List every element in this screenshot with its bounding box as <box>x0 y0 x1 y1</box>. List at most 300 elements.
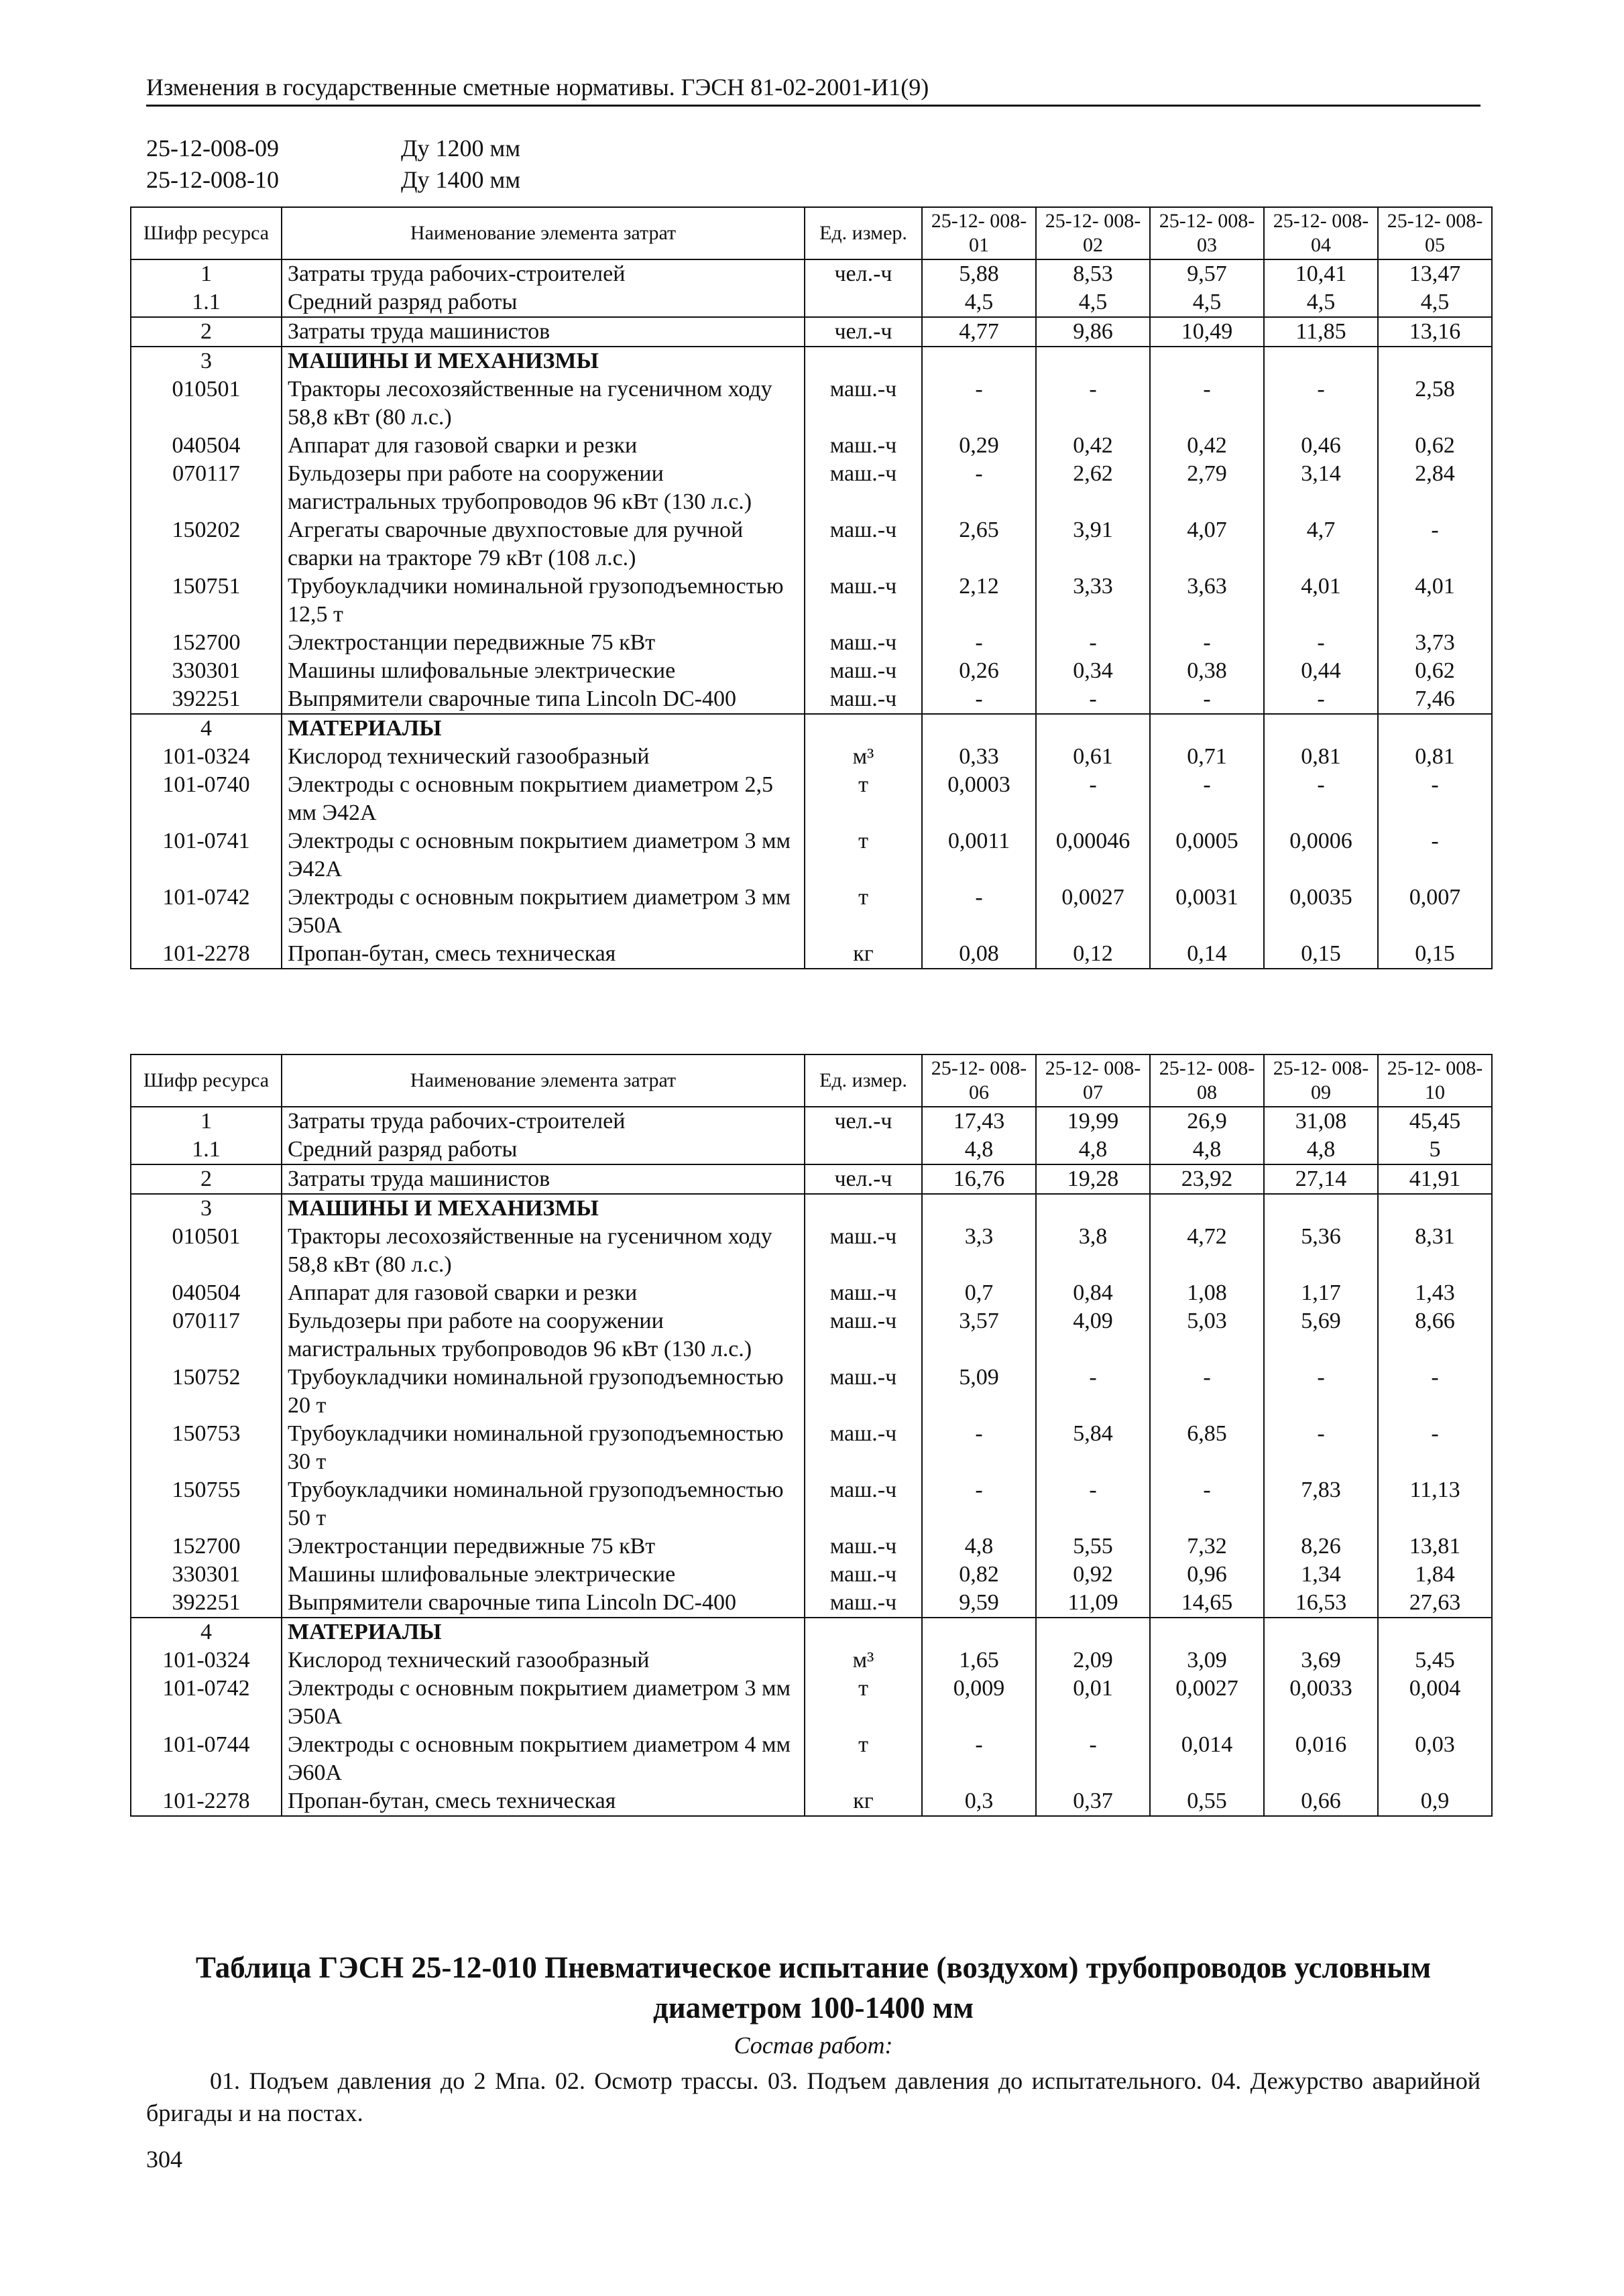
norm-value: 1,84 <box>1378 1561 1492 1589</box>
norm-value: 0,44 <box>1264 657 1378 685</box>
resource-unit: маш.-ч <box>805 629 922 657</box>
resource-code: 070117 <box>131 460 282 516</box>
resource-code: 040504 <box>131 1279 282 1307</box>
resource-name: Электростанции передвижные 75 кВт <box>282 629 805 657</box>
norm-value: - <box>1378 771 1492 827</box>
norm-value: - <box>1036 1476 1150 1532</box>
norm-value: 3,73 <box>1378 629 1492 657</box>
table-row <box>131 572 1492 629</box>
resource-unit: т <box>805 1675 922 1731</box>
norm-value: 4,8 <box>922 1136 1036 1164</box>
resource-code: 040504 <box>131 432 282 460</box>
resource-name: Электроды с основным покрытием диаметром 2,5 мм Э42А <box>282 771 805 827</box>
norm-value <box>1264 1618 1378 1646</box>
norm-value <box>1378 714 1492 743</box>
resource-name: Средний разряд работы <box>282 288 805 317</box>
resource-unit: маш.-ч <box>805 1223 922 1279</box>
norm-value: 4,5 <box>1036 288 1150 317</box>
resource-unit: чел.-ч <box>805 1107 922 1136</box>
section-title: Таблица ГЭСН 25-12-010 Пневматическое испытание (воздухом) трубопроводов условным диаметром 100-1400 мм <box>195 1951 1432 2025</box>
norm-value: 1,17 <box>1264 1279 1378 1307</box>
resource-name: Машины шлифовальные электрические <box>282 1561 805 1589</box>
resource-name: Электроды с основным покрытием диаметром 4 мм Э60А <box>282 1731 805 1787</box>
resource-unit: чел.-ч <box>805 1164 922 1194</box>
table-row <box>131 685 1492 714</box>
norm-value: - <box>1378 1420 1492 1476</box>
table-header-row <box>131 1054 1492 1107</box>
resource-unit: т <box>805 884 922 940</box>
norm-value: 4,5 <box>1378 288 1492 317</box>
resource-name: Затраты труда рабочих-строителей <box>282 259 805 288</box>
resource-unit: маш.-ч <box>805 657 922 685</box>
resource-table-2 <box>130 1054 1493 1817</box>
header-code: Шифр ресурса <box>131 207 282 259</box>
norm-value: - <box>1378 516 1492 572</box>
table-row <box>131 629 1492 657</box>
norm-value: 0,03 <box>1378 1731 1492 1787</box>
resource-name: Электроды с основным покрытием диаметром 3 мм Э50А <box>282 884 805 940</box>
norm-value: 0,34 <box>1036 657 1150 685</box>
norm-value: 0,3 <box>922 1787 1036 1816</box>
norm-value: 0,007 <box>1378 884 1492 940</box>
norm-value: 31,08 <box>1264 1107 1378 1136</box>
norm-value: 7,32 <box>1150 1532 1264 1561</box>
norm-value: - <box>1150 685 1264 714</box>
resource-code: 1 <box>131 1107 282 1136</box>
resource-unit: маш.-ч <box>805 516 922 572</box>
norm-value: 9,57 <box>1150 259 1264 288</box>
norm-value: 10,41 <box>1264 259 1378 288</box>
norm-value: 5,84 <box>1036 1420 1150 1476</box>
header-unit: Ед. измер. <box>805 207 922 259</box>
table-row <box>131 1675 1492 1731</box>
norm-value: 27,14 <box>1264 1164 1378 1194</box>
norm-value: 4,01 <box>1378 572 1492 629</box>
norm-value: 0,62 <box>1378 657 1492 685</box>
norm-value: 0,55 <box>1150 1787 1264 1816</box>
norm-value <box>922 1194 1036 1223</box>
resource-name: Трубоукладчики номинальной грузоподъемностью 12,5 т <box>282 572 805 629</box>
header-norm-code: 25-12- 008-01 <box>922 207 1036 259</box>
resource-unit: м³ <box>805 1646 922 1675</box>
resource-name: Бульдозеры при работе на сооружении магистральных трубопроводов 96 кВт (130 л.с.) <box>282 1307 805 1364</box>
table-row <box>131 288 1492 317</box>
table-row <box>131 771 1492 827</box>
resource-name: Электроды с основным покрытием диаметром 3 мм Э50А <box>282 1675 805 1731</box>
norm-value: - <box>1036 1731 1150 1787</box>
header-unit: Ед. измер. <box>805 1054 922 1107</box>
resource-name: МАШИНЫ И МЕХАНИЗМЫ <box>282 347 805 375</box>
work-composition-text: 01. Подъем давления до 2 Мпа. 02. Осмотр трассы. 03. Подъем давления до испытательного. 04. Дежурство аварийной бригады и на постах. <box>146 2067 1481 2126</box>
resource-table-1 <box>130 206 1493 969</box>
resource-unit: т <box>805 771 922 827</box>
norm-value: 16,76 <box>922 1164 1036 1194</box>
work-composition-label: Состав работ: <box>734 2032 893 2059</box>
resource-code: 150752 <box>131 1364 282 1420</box>
norm-value: 1,08 <box>1150 1279 1264 1307</box>
header-norm-code: 25-12- 008-09 <box>1264 1054 1378 1107</box>
table-row <box>131 940 1492 969</box>
table-row <box>131 1731 1492 1787</box>
resource-code: 330301 <box>131 1561 282 1589</box>
table-row <box>131 1589 1492 1618</box>
header-norm-code: 25-12- 008-02 <box>1036 207 1150 259</box>
resource-name: Машины шлифовальные электрические <box>282 657 805 685</box>
norm-value <box>1378 347 1492 375</box>
norm-value: 45,45 <box>1378 1107 1492 1136</box>
resource-unit: маш.-ч <box>805 1420 922 1476</box>
resource-unit: маш.-ч <box>805 1307 922 1364</box>
norm-value <box>1150 714 1264 743</box>
page-number: 304 <box>146 2146 182 2173</box>
norm-value: - <box>1036 771 1150 827</box>
norm-value: 41,91 <box>1378 1164 1492 1194</box>
norm-value <box>1150 1194 1264 1223</box>
norm-value: 3,33 <box>1036 572 1150 629</box>
norm-value: 3,91 <box>1036 516 1150 572</box>
resource-unit: маш.-ч <box>805 1279 922 1307</box>
table-row <box>131 1476 1492 1532</box>
resource-unit <box>805 1194 922 1223</box>
norm-value: 0,33 <box>922 743 1036 771</box>
norm-value: - <box>1150 1364 1264 1420</box>
norm-value: 3,09 <box>1150 1646 1264 1675</box>
table-row <box>131 1561 1492 1589</box>
resource-unit: кг <box>805 1787 922 1816</box>
resource-code: 4 <box>131 714 282 743</box>
header-norm-code: 25-12- 008-05 <box>1378 207 1492 259</box>
norm-value: 3,14 <box>1264 460 1378 516</box>
norm-value: 0,9 <box>1378 1787 1492 1816</box>
norm-value: 0,46 <box>1264 432 1378 460</box>
norm-value <box>922 1618 1036 1646</box>
resource-name: Кислород технический газообразный <box>282 743 805 771</box>
table-row <box>131 516 1492 572</box>
variant-label: Ду 1400 мм <box>401 166 521 193</box>
table-row <box>131 1307 1492 1364</box>
table-row <box>131 1646 1492 1675</box>
norm-value: 0,84 <box>1036 1279 1150 1307</box>
table-row <box>131 347 1492 375</box>
norm-value: 2,12 <box>922 572 1036 629</box>
resource-name: Аппарат для газовой сварки и резки <box>282 432 805 460</box>
norm-value: 13,16 <box>1378 317 1492 347</box>
norm-value: 5,36 <box>1264 1223 1378 1279</box>
resource-code: 101-0742 <box>131 1675 282 1731</box>
norm-value: 0,81 <box>1264 743 1378 771</box>
table-row <box>131 1194 1492 1223</box>
table-row <box>131 1107 1492 1136</box>
norm-value: 0,0027 <box>1150 1675 1264 1731</box>
norm-value: 4,8 <box>922 1532 1036 1561</box>
resource-unit: т <box>805 827 922 884</box>
resource-code: 392251 <box>131 1589 282 1618</box>
norm-value: 0,92 <box>1036 1561 1150 1589</box>
norm-value: 0,96 <box>1150 1561 1264 1589</box>
resource-name: Средний разряд работы <box>282 1136 805 1164</box>
norm-value: 11,09 <box>1036 1589 1150 1618</box>
resource-code: 1.1 <box>131 288 282 317</box>
norm-value: 3,3 <box>922 1223 1036 1279</box>
norm-value: 23,92 <box>1150 1164 1264 1194</box>
norm-value: 1,65 <box>922 1646 1036 1675</box>
norm-value: 3,63 <box>1150 572 1264 629</box>
norm-value: 0,0031 <box>1150 884 1264 940</box>
norm-value: - <box>1264 1420 1378 1476</box>
norm-value: 0,01 <box>1036 1675 1150 1731</box>
norm-value: 8,31 <box>1378 1223 1492 1279</box>
table-row <box>131 1420 1492 1476</box>
resource-unit: м³ <box>805 743 922 771</box>
norm-value: 1,34 <box>1264 1561 1378 1589</box>
resource-name: Пропан-бутан, смесь техническая <box>282 1787 805 1816</box>
norm-value: 4,8 <box>1036 1136 1150 1164</box>
resource-name: Трубоукладчики номинальной грузоподъемностью 50 т <box>282 1476 805 1532</box>
resource-code: 3 <box>131 347 282 375</box>
norm-value: 0,62 <box>1378 432 1492 460</box>
norm-value <box>1150 1618 1264 1646</box>
norm-value: 8,26 <box>1264 1532 1378 1561</box>
resource-code: 152700 <box>131 629 282 657</box>
variant-code: 25-12-008-10 <box>146 166 279 193</box>
norm-value: - <box>1150 629 1264 657</box>
norm-value: 2,65 <box>922 516 1036 572</box>
resource-name: Затраты труда рабочих-строителей <box>282 1107 805 1136</box>
resource-code: 150753 <box>131 1420 282 1476</box>
resource-code: 101-2278 <box>131 940 282 969</box>
header-norm-code: 25-12- 008-03 <box>1150 207 1264 259</box>
norm-value: 13,47 <box>1378 259 1492 288</box>
table-row <box>131 743 1492 771</box>
norm-value: 3,8 <box>1036 1223 1150 1279</box>
norm-value: - <box>1264 1364 1378 1420</box>
norm-value: - <box>1264 771 1378 827</box>
norm-value: 5 <box>1378 1136 1492 1164</box>
table-row <box>131 1223 1492 1279</box>
resource-name: МАТЕРИАЛЫ <box>282 714 805 743</box>
table-row <box>131 317 1492 347</box>
header-code: Шифр ресурса <box>131 1054 282 1107</box>
norm-value: - <box>922 884 1036 940</box>
table-row <box>131 1787 1492 1816</box>
norm-value: - <box>1036 685 1150 714</box>
resource-code: 101-0324 <box>131 743 282 771</box>
norm-value: 0,82 <box>922 1561 1036 1589</box>
norm-value <box>1378 1618 1492 1646</box>
resource-name: Тракторы лесохозяйственные на гусеничном ходу 58,8 кВт (80 л.с.) <box>282 375 805 432</box>
header-norm-code: 25-12- 008-06 <box>922 1054 1036 1107</box>
table-row <box>131 1618 1492 1646</box>
norm-value: - <box>922 1731 1036 1787</box>
norm-value: 5,88 <box>922 259 1036 288</box>
norm-value: 0,0006 <box>1264 827 1378 884</box>
norm-value: 26,9 <box>1150 1107 1264 1136</box>
resource-code: 101-2278 <box>131 1787 282 1816</box>
resource-code: 010501 <box>131 375 282 432</box>
norm-value: - <box>1036 375 1150 432</box>
resource-name: Аппарат для газовой сварки и резки <box>282 1279 805 1307</box>
norm-value: 4,5 <box>1264 288 1378 317</box>
resource-unit: маш.-ч <box>805 685 922 714</box>
resource-name: Выпрямители сварочные типа Lincoln DC-400 <box>282 685 805 714</box>
norm-value: 0,0035 <box>1264 884 1378 940</box>
variant-label: Ду 1200 мм <box>401 135 521 162</box>
norm-value: 4,5 <box>922 288 1036 317</box>
resource-unit: т <box>805 1731 922 1787</box>
norm-value: 4,8 <box>1150 1136 1264 1164</box>
norm-value: 5,09 <box>922 1364 1036 1420</box>
norm-value: 0,014 <box>1150 1731 1264 1787</box>
norm-value <box>1036 714 1150 743</box>
resource-unit: маш.-ч <box>805 460 922 516</box>
norm-value: - <box>922 685 1036 714</box>
header-name: Наименование элемента затрат <box>282 207 805 259</box>
variant-row <box>146 164 520 196</box>
norm-value: - <box>1150 771 1264 827</box>
resource-name: Бульдозеры при работе на сооружении магистральных трубопроводов 96 кВт (130 л.с.) <box>282 460 805 516</box>
resource-unit <box>805 288 922 317</box>
norm-value <box>922 714 1036 743</box>
norm-value: 4,7 <box>1264 516 1378 572</box>
norm-value: 0,0027 <box>1036 884 1150 940</box>
norm-value: 27,63 <box>1378 1589 1492 1618</box>
resource-name: Электростанции передвижные 75 кВт <box>282 1532 805 1561</box>
resource-code: 330301 <box>131 657 282 685</box>
norm-value: 9,59 <box>922 1589 1036 1618</box>
norm-value: 0,0011 <box>922 827 1036 884</box>
resource-name: Электроды с основным покрытием диаметром 3 мм Э42А <box>282 827 805 884</box>
norm-value: 17,43 <box>922 1107 1036 1136</box>
norm-value: - <box>922 460 1036 516</box>
resource-unit: маш.-ч <box>805 1561 922 1589</box>
resource-unit: маш.-ч <box>805 1476 922 1532</box>
norm-value: 11,85 <box>1264 317 1378 347</box>
norm-value: 0,38 <box>1150 657 1264 685</box>
resource-code: 101-0741 <box>131 827 282 884</box>
norm-value: - <box>922 1476 1036 1532</box>
table-row <box>131 714 1492 743</box>
norm-value <box>1150 347 1264 375</box>
norm-value: 0,0003 <box>922 771 1036 827</box>
norm-value: 9,86 <box>1036 317 1150 347</box>
resource-unit: чел.-ч <box>805 317 922 347</box>
resource-code: 010501 <box>131 1223 282 1279</box>
resource-unit <box>805 1136 922 1164</box>
header-norm-code: 25-12- 008-10 <box>1378 1054 1492 1107</box>
resource-name: Тракторы лесохозяйственные на гусеничном ходу 58,8 кВт (80 л.с.) <box>282 1223 805 1279</box>
norm-value: 2,09 <box>1036 1646 1150 1675</box>
table-header-row <box>131 207 1492 259</box>
table-row <box>131 1532 1492 1561</box>
header-norm-code: 25-12- 008-08 <box>1150 1054 1264 1107</box>
table-row <box>131 432 1492 460</box>
norm-value: 19,28 <box>1036 1164 1150 1194</box>
resource-code: 101-0742 <box>131 884 282 940</box>
resource-code: 392251 <box>131 685 282 714</box>
norm-value: - <box>922 1420 1036 1476</box>
norm-value: 0,61 <box>1036 743 1150 771</box>
norm-value: - <box>1264 629 1378 657</box>
resource-code: 4 <box>131 1618 282 1646</box>
norm-value: 7,46 <box>1378 685 1492 714</box>
resource-code: 2 <box>131 1164 282 1194</box>
norm-value <box>1264 714 1378 743</box>
norm-value <box>1378 1194 1492 1223</box>
table-row <box>131 1136 1492 1164</box>
norm-value: - <box>1378 1364 1492 1420</box>
resource-name: Выпрямители сварочные типа Lincoln DC-400 <box>282 1589 805 1618</box>
norm-value: 0,0005 <box>1150 827 1264 884</box>
resource-unit: маш.-ч <box>805 432 922 460</box>
norm-value <box>1036 1618 1150 1646</box>
norm-value: 4,77 <box>922 317 1036 347</box>
norm-value: 2,58 <box>1378 375 1492 432</box>
header-norm-code: 25-12- 008-04 <box>1264 207 1378 259</box>
table-row <box>131 1364 1492 1420</box>
norm-value: 0,7 <box>922 1279 1036 1307</box>
norm-value: - <box>1150 1476 1264 1532</box>
norm-value: 0,37 <box>1036 1787 1150 1816</box>
norm-value: 0,15 <box>1378 940 1492 969</box>
resource-name: МАШИНЫ И МЕХАНИЗМЫ <box>282 1194 805 1223</box>
resource-name: МАТЕРИАЛЫ <box>282 1618 805 1646</box>
norm-value: 19,99 <box>1036 1107 1150 1136</box>
table-row <box>131 884 1492 940</box>
norm-value: 4,5 <box>1150 288 1264 317</box>
resource-unit: маш.-ч <box>805 375 922 432</box>
norm-value: 0,14 <box>1150 940 1264 969</box>
norm-value: 2,84 <box>1378 460 1492 516</box>
resource-name: Кислород технический газообразный <box>282 1646 805 1675</box>
variant-row <box>146 133 520 164</box>
norm-value: 13,81 <box>1378 1532 1492 1561</box>
resource-name: Трубоукладчики номинальной грузоподъемностью 30 т <box>282 1420 805 1476</box>
norm-value: 0,42 <box>1036 432 1150 460</box>
resource-code: 101-0744 <box>131 1731 282 1787</box>
norm-value: 4,07 <box>1150 516 1264 572</box>
variant-code: 25-12-008-09 <box>146 135 279 162</box>
norm-value: 2,79 <box>1150 460 1264 516</box>
resource-name: Затраты труда машинистов <box>282 1164 805 1194</box>
resource-code: 150202 <box>131 516 282 572</box>
table-row <box>131 827 1492 884</box>
table-row <box>131 375 1492 432</box>
norm-value: 0,81 <box>1378 743 1492 771</box>
norm-value: 0,009 <box>922 1675 1036 1731</box>
norm-value: 8,53 <box>1036 259 1150 288</box>
norm-value: 2,62 <box>1036 460 1150 516</box>
norm-value: 8,66 <box>1378 1307 1492 1364</box>
norm-value: 5,55 <box>1036 1532 1150 1561</box>
resource-code: 1.1 <box>131 1136 282 1164</box>
table-row <box>131 259 1492 288</box>
norm-value <box>1036 347 1150 375</box>
header-norm-code: 25-12- 008-07 <box>1036 1054 1150 1107</box>
table-row <box>131 1164 1492 1194</box>
resource-unit: маш.-ч <box>805 1532 922 1561</box>
norm-value: 0,08 <box>922 940 1036 969</box>
norm-value: 5,03 <box>1150 1307 1264 1364</box>
resource-code: 1 <box>131 259 282 288</box>
norm-value: - <box>1036 1364 1150 1420</box>
norm-value: 0,016 <box>1264 1731 1378 1787</box>
norm-value: 0,12 <box>1036 940 1150 969</box>
norm-value: 11,13 <box>1378 1476 1492 1532</box>
norm-value: 7,83 <box>1264 1476 1378 1532</box>
resource-unit: чел.-ч <box>805 259 922 288</box>
header-name: Наименование элемента затрат <box>282 1054 805 1107</box>
variant-list <box>146 133 520 196</box>
